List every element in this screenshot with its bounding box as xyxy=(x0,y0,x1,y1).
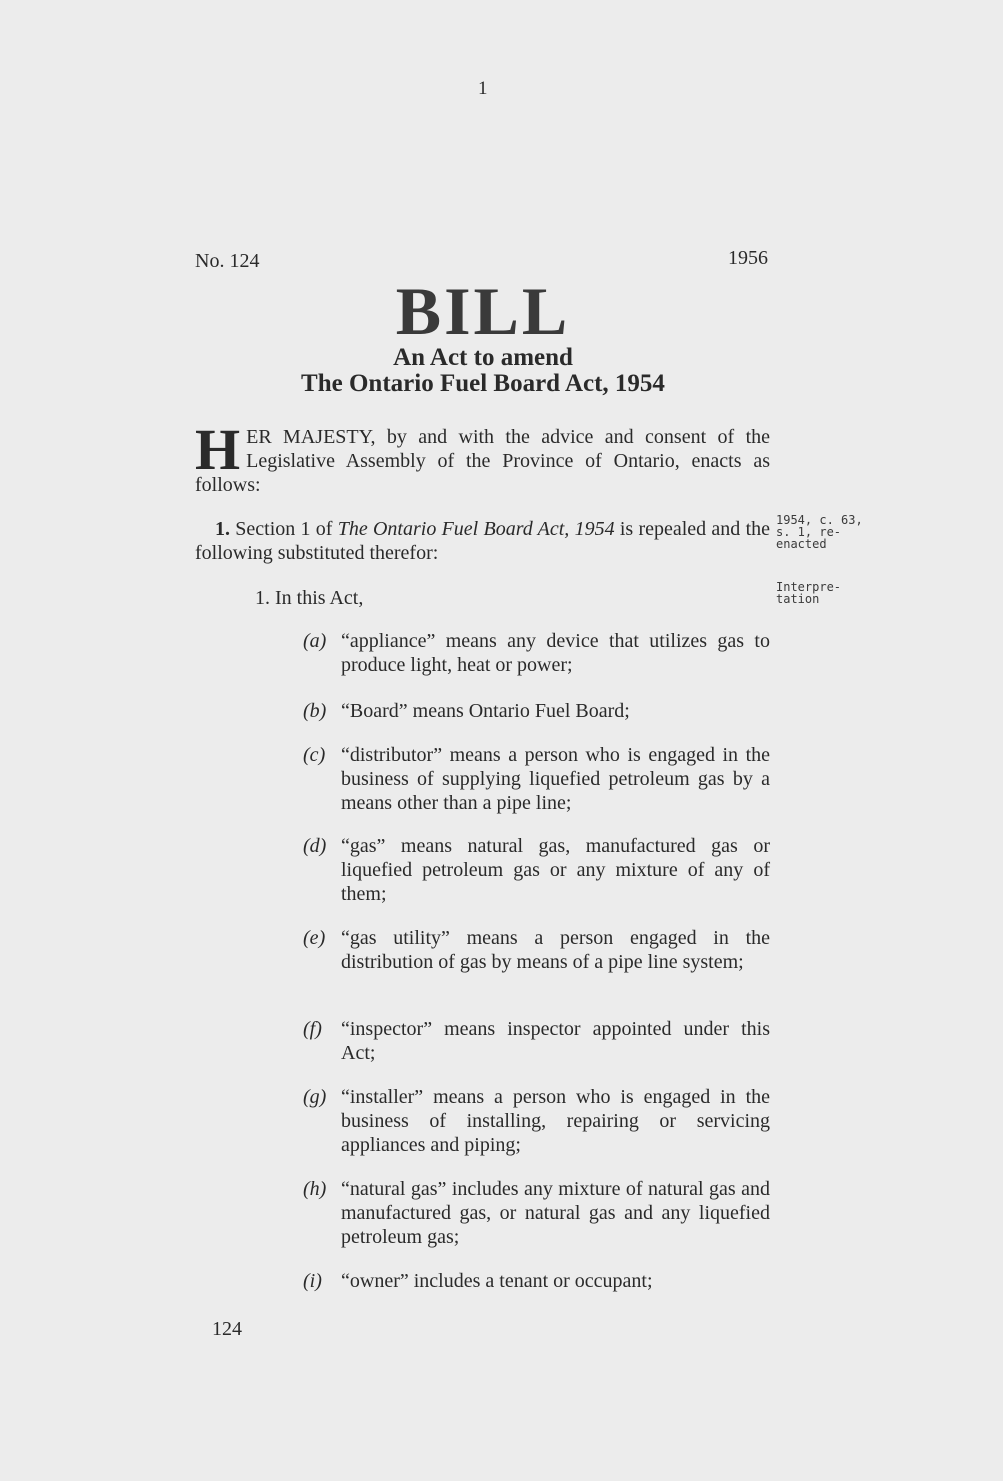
clause-f xyxy=(303,1017,770,1065)
clause-text: “gas” means natural gas, manufactured gas or liquefied petroleum gas or any mixture of any of them; xyxy=(341,835,770,905)
margin-note-interpretation: Interpre-tation xyxy=(776,580,842,606)
preamble-text: ER MAJESTY, by and with the advice and consent of the Legislative Assembly of the Province of Ontario, enacts as follows: xyxy=(195,426,770,496)
clause-a xyxy=(303,629,770,677)
clause-letter: (e) xyxy=(303,927,326,949)
clause-g xyxy=(303,1085,770,1157)
section-text-before: Section 1 of xyxy=(230,518,338,540)
clause-d xyxy=(303,834,770,906)
bill-heading: BILL xyxy=(395,273,571,349)
clause-letter: (h) xyxy=(303,1178,327,1200)
clause-h xyxy=(303,1177,770,1249)
page-number: 1 xyxy=(478,78,488,99)
clause-text: “natural gas” includes any mixture of natural gas and manufactured gas, or natural gas and any liquefied petroleum gas; xyxy=(341,1178,770,1248)
act-title-line-1: An Act to amend xyxy=(393,344,573,371)
preamble xyxy=(195,417,770,497)
bill-year: 1956 xyxy=(728,247,768,269)
clause-letter: (g) xyxy=(303,1086,327,1108)
clause-b xyxy=(303,699,770,723)
section-act-name: The Ontario Fuel Board Act, 1954 xyxy=(337,518,615,540)
footer-bill-number: 124 xyxy=(212,1318,242,1340)
clause-letter: (f) xyxy=(303,1018,322,1040)
section-text-after: is repealed and the following substituted therefor: xyxy=(195,518,771,564)
clause-letter: (a) xyxy=(303,630,327,652)
margin-note-reenacted: 1954, c. 63, s. 1, re-enacted xyxy=(776,513,863,551)
interpretation-intro: 1. In this Act, xyxy=(255,587,364,609)
section-number: 1. xyxy=(215,518,230,540)
clause-i xyxy=(303,1269,770,1293)
clause-text: “appliance” means any device that utilizes gas to produce light, heat or power; xyxy=(341,630,770,676)
clause-text: “installer” means a person who is engaged in the business of installing, repairing or servicing appliances and piping; xyxy=(341,1086,770,1156)
clause-text: “Board” means Ontario Fuel Board; xyxy=(341,700,630,722)
clause-letter: (i) xyxy=(303,1270,322,1292)
clause-e xyxy=(303,926,770,974)
clause-text: “distributor” means a person who is engaged in the business of supplying liquefied petroleum gas by a means other than a pipe line; xyxy=(341,744,770,814)
clause-text: “owner” includes a tenant or occupant; xyxy=(341,1270,653,1292)
clause-letter: (c) xyxy=(303,744,326,766)
bill-number: No. 124 xyxy=(195,250,260,272)
act-title-line-2: The Ontario Fuel Board Act, 1954 xyxy=(301,370,665,397)
clause-letter: (b) xyxy=(303,700,327,722)
section-1 xyxy=(195,517,770,565)
drop-cap: H xyxy=(195,417,241,482)
clause-text: “gas utility” means a person engaged in the distribution of gas by means of a pipe line system; xyxy=(341,927,770,973)
clause-c xyxy=(303,743,770,815)
clause-letter: (d) xyxy=(303,835,327,857)
clause-text: “inspector” means inspector appointed under this Act; xyxy=(341,1018,770,1064)
